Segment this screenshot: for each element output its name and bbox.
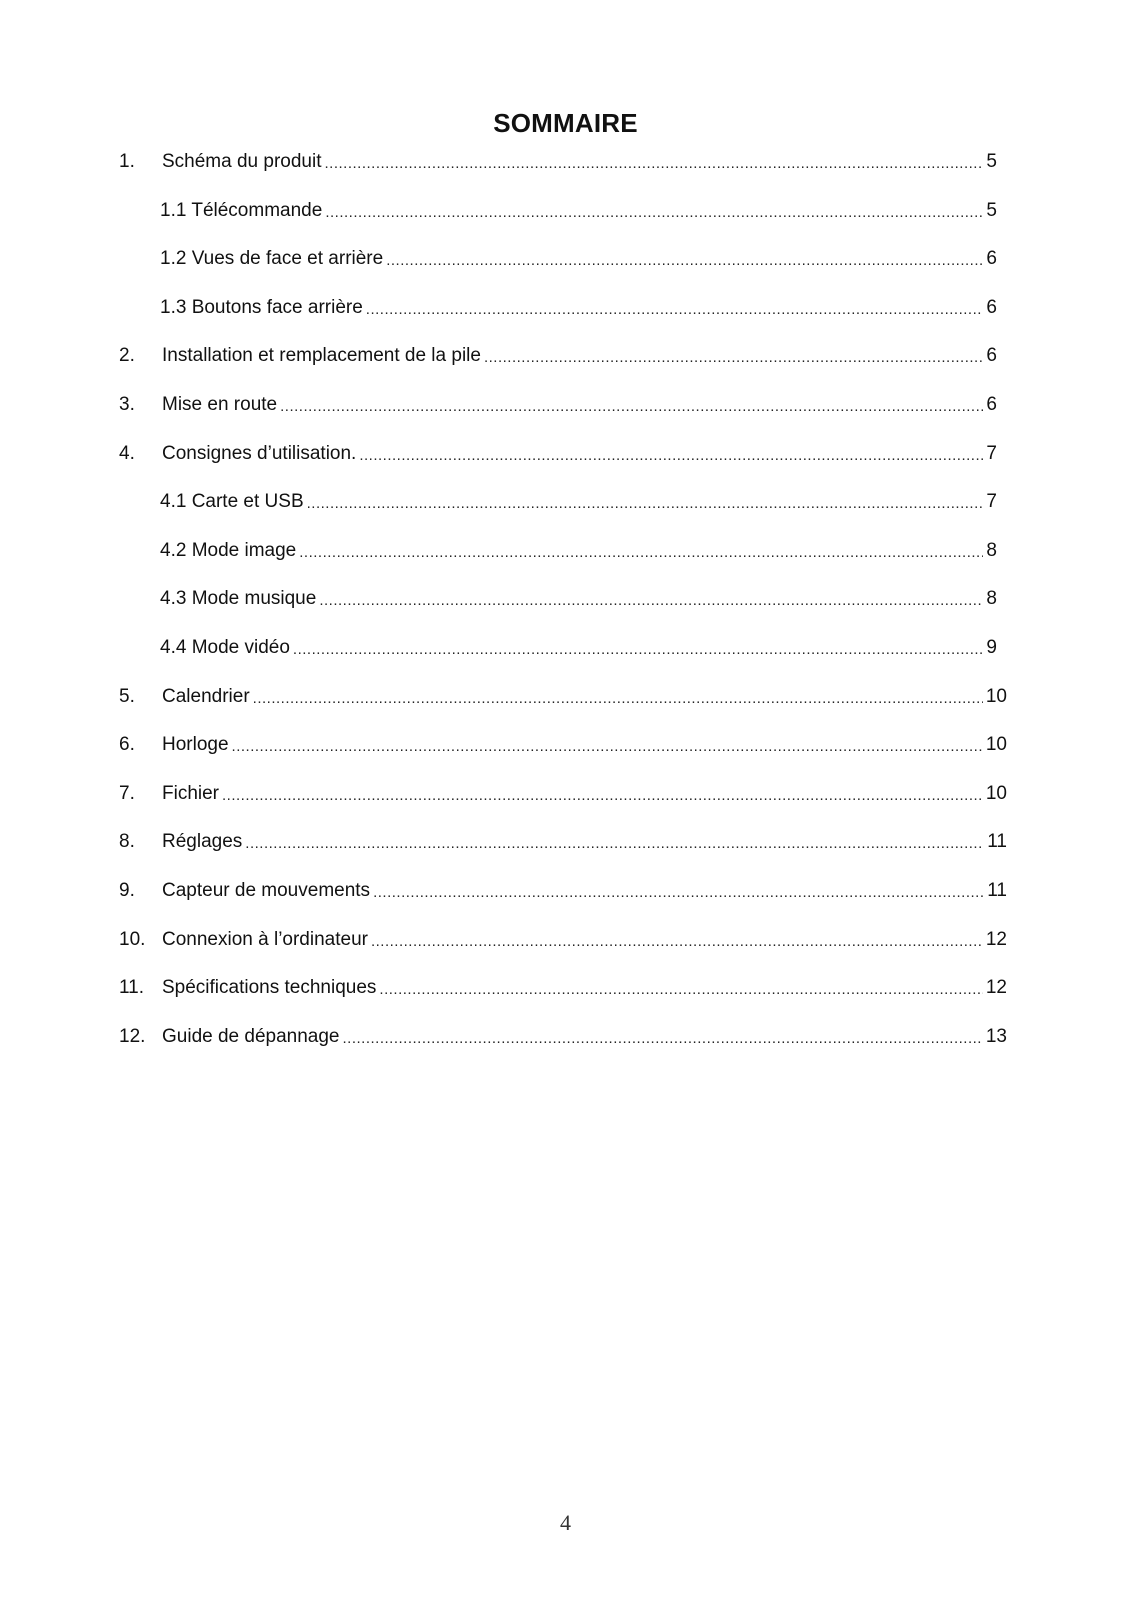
toc-entry[interactable] xyxy=(0,346,1131,395)
dot-leader xyxy=(371,934,983,950)
toc-entry-page: 6 xyxy=(986,248,997,270)
dot-leader xyxy=(293,642,984,658)
dot-leader xyxy=(325,205,983,221)
toc-subentry[interactable] xyxy=(0,638,1131,687)
dot-leader xyxy=(245,836,984,852)
toc-entry-page: 13 xyxy=(985,1025,1007,1047)
toc-entry[interactable] xyxy=(0,687,1131,736)
toc-entry-row xyxy=(160,492,997,512)
dot-leader xyxy=(222,788,983,804)
dot-leader xyxy=(359,448,983,464)
toc-entry[interactable] xyxy=(0,395,1131,444)
toc-entry-label: Guide de dépannage xyxy=(162,1025,340,1047)
toc-entry-label: 1.2 Vues de face et arrière xyxy=(160,248,384,270)
dot-leader xyxy=(299,545,983,561)
toc-entry-number: 8. xyxy=(119,831,135,853)
toc-entry-row xyxy=(160,541,997,561)
toc-subentry[interactable] xyxy=(0,298,1131,347)
dot-leader xyxy=(307,496,984,512)
toc-subentry[interactable] xyxy=(0,492,1131,541)
toc-entry[interactable] xyxy=(0,930,1131,979)
toc-entry-page: 7 xyxy=(986,442,997,464)
toc-entry-row xyxy=(162,687,1007,707)
toc-entry-page: 9 xyxy=(986,636,997,658)
toc-entry-row xyxy=(160,249,997,269)
toc-entry-label: Réglages xyxy=(162,831,243,853)
toc-entry-page: 7 xyxy=(986,491,997,513)
toc-subentry[interactable] xyxy=(0,541,1131,590)
dot-leader xyxy=(386,253,983,269)
toc-entry-page: 5 xyxy=(986,199,997,221)
dot-leader xyxy=(232,739,983,755)
toc-entry-label: Horloge xyxy=(162,734,229,756)
toc-entry[interactable] xyxy=(0,152,1131,201)
dot-leader xyxy=(280,399,983,415)
toc-entry-row xyxy=(162,152,997,172)
toc-entry-row xyxy=(162,395,997,415)
toc-entry-row xyxy=(160,589,997,609)
toc-entry-label: 4.4 Mode vidéo xyxy=(160,636,290,658)
toc-entry-page: 10 xyxy=(985,685,1007,707)
toc-entry-label: Capteur de mouvements xyxy=(162,879,371,901)
toc-entry-label: 4.2 Mode image xyxy=(160,539,297,561)
toc-entry-number: 12. xyxy=(119,1025,146,1047)
toc-entry-label: Calendrier xyxy=(162,685,250,707)
toc-entry-row xyxy=(162,735,1007,755)
toc-entry-label: Installation et remplacement de la pile xyxy=(162,345,481,367)
toc-subentry[interactable] xyxy=(0,201,1131,250)
toc-entry-number: 6. xyxy=(119,734,135,756)
toc-entry-number: 9. xyxy=(119,879,135,901)
toc-entry-label: Fichier xyxy=(162,782,220,804)
dot-leader xyxy=(379,982,982,998)
toc-entry-page: 10 xyxy=(985,782,1007,804)
dot-leader xyxy=(373,885,984,901)
toc-entry-row xyxy=(162,1027,1007,1047)
toc-entry-page: 11 xyxy=(987,879,1007,901)
toc-entry-label: Mise en route xyxy=(162,393,278,415)
toc-entry-row xyxy=(160,201,997,221)
toc-entry-row xyxy=(162,832,1007,852)
toc-entry[interactable] xyxy=(0,978,1131,1027)
toc-entry-label: Schéma du produit xyxy=(162,151,322,172)
page-title: SOMMAIRE xyxy=(493,108,638,138)
toc-entry-page: 12 xyxy=(985,977,1007,999)
toc-entry-page: 11 xyxy=(987,831,1007,853)
toc-entry-number: 1. xyxy=(119,151,135,172)
toc-entry-page: 6 xyxy=(986,296,997,318)
toc-entry-row xyxy=(162,784,1007,804)
toc-entry-number: 2. xyxy=(119,345,135,367)
toc-entry-label: Connexion à l’ordinateur xyxy=(162,928,368,950)
dot-leader xyxy=(319,593,983,609)
toc-entry-number: 4. xyxy=(119,442,135,464)
dot-leader xyxy=(343,1031,983,1047)
toc-entry-page: 12 xyxy=(985,928,1007,950)
toc-entry-label: 1.1 Télécommande xyxy=(160,199,323,221)
toc-entry-label: 4.3 Mode musique xyxy=(160,588,317,610)
toc-entry-page: 6 xyxy=(986,345,997,367)
toc-entry-row xyxy=(162,346,997,366)
toc-entry-page: 5 xyxy=(986,151,997,172)
toc-entry-page: 8 xyxy=(986,588,997,610)
toc-entry-number: 10. xyxy=(119,928,146,950)
toc-entry[interactable] xyxy=(0,444,1131,493)
toc-entry-label: Consignes d’utilisation. xyxy=(162,442,357,464)
dot-leader xyxy=(253,691,983,707)
toc-entry-page: 10 xyxy=(985,734,1007,756)
toc-subentry[interactable] xyxy=(0,249,1131,298)
table-of-contents xyxy=(0,152,1131,1075)
toc-entry-number: 5. xyxy=(119,685,135,707)
toc-entry[interactable] xyxy=(0,832,1131,881)
toc-entry-page: 6 xyxy=(986,393,997,415)
toc-entry-number: 7. xyxy=(119,782,135,804)
toc-subentry[interactable] xyxy=(0,589,1131,638)
toc-entry-number: 3. xyxy=(119,393,135,415)
toc-entry-label: Spécifications techniques xyxy=(162,977,377,999)
toc-entry-page: 8 xyxy=(986,539,997,561)
toc-entry[interactable] xyxy=(0,1027,1131,1076)
dot-leader xyxy=(484,350,983,366)
toc-entry-row xyxy=(162,978,1007,998)
toc-entry-row xyxy=(162,881,1007,901)
toc-entry-label: 4.1 Carte et USB xyxy=(160,491,304,513)
toc-entry[interactable] xyxy=(0,735,1131,784)
page-number: 4 xyxy=(560,1510,571,1535)
toc-entry-row xyxy=(162,930,1007,950)
dot-leader xyxy=(325,156,984,172)
toc-entry-row xyxy=(162,444,997,464)
dot-leader xyxy=(366,302,984,318)
toc-entry-row xyxy=(160,638,997,658)
toc-entry-number: 11. xyxy=(119,977,145,999)
toc-entry[interactable] xyxy=(0,881,1131,930)
toc-entry[interactable] xyxy=(0,784,1131,833)
toc-entry-label: 1.3 Boutons face arrière xyxy=(160,296,363,318)
toc-entry-row xyxy=(160,298,997,318)
